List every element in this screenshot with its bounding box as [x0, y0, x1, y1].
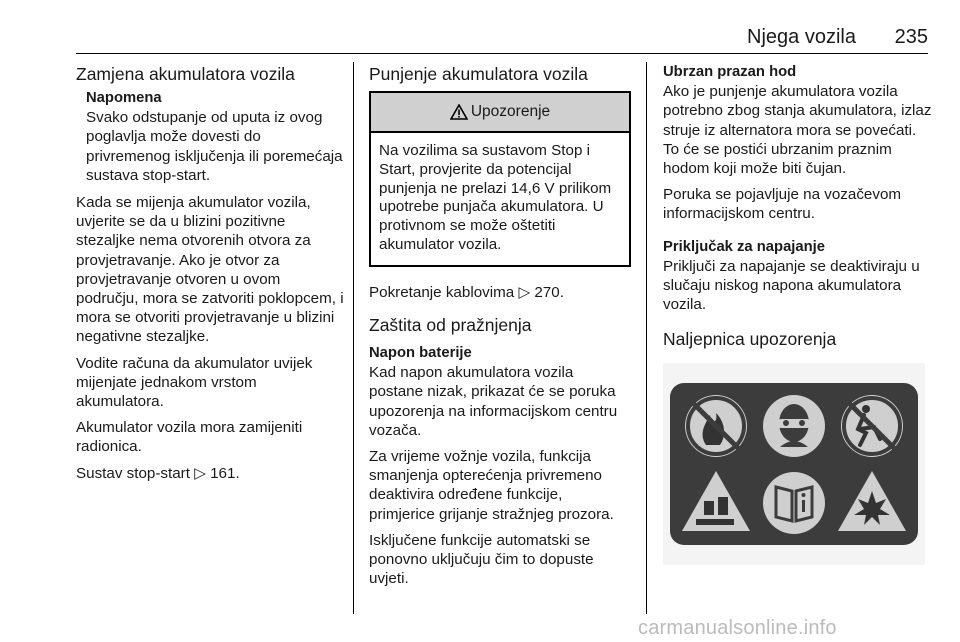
- warning-box: [369, 91, 631, 267]
- warning-label-heading: Naljepnica upozorenja: [663, 329, 837, 350]
- column-2: [369, 63, 631, 595]
- note-text: Svako odstupanje od uputa iz ovog poglavlja može dovesti do privremenog isključenja ili poremećaja sustava stop-start.: [86, 109, 343, 184]
- warning-label-figure: [663, 363, 925, 565]
- page-ref-link[interactable]: 270.: [534, 283, 564, 301]
- page-number: 235: [894, 26, 928, 48]
- warning-header: [371, 93, 629, 133]
- no-fire-icon: [685, 395, 747, 457]
- page-ref-arrow-icon: ▷: [194, 464, 206, 482]
- paragraph: Ako je punjenje akumulatora vozila potrebno zbog stanja akumulatora, izlaz struje iz alternatora mora se povećati. To će se postići ubrzanim praznim hodom koji može biti čujan.: [663, 83, 932, 178]
- paragraph: Vodite računa da akumulator uvijek mijenjate jednakom vrstom akumulatora.: [76, 354, 313, 411]
- paragraph: Poruka se pojavljuje na vozačevom informacijskom centru.: [663, 186, 902, 223]
- battery-charging-heading: Punjenje akumulatora vozila: [369, 64, 588, 84]
- column-1: [76, 63, 344, 490]
- warning-title: Upozorenje: [470, 103, 551, 121]
- battery-voltage-subheading: Napon baterije: [369, 344, 472, 361]
- paragraph: Za vrijeme vožnje vozila, funkcija smanjenja opterećenja privremeno deaktivira određene funkcije, primjerice grijanje stražnjeg prozora.: [369, 448, 614, 523]
- footer-watermark: carmanualsonline.info: [638, 617, 837, 639]
- page-header: [76, 26, 928, 56]
- paragraph: Kad napon akumulatora vozila postane nizak, prikazat će se poruka upozorenja na informacijskom centru vozača.: [369, 364, 618, 439]
- jump-start-reference: Pokretanje kablovima ▷ 270.: [369, 283, 564, 301]
- eye-protection-icon: [763, 395, 825, 457]
- read-manual-icon: [763, 472, 825, 534]
- note-block: [76, 89, 344, 185]
- keep-children-away-icon: [841, 395, 903, 457]
- section-title: Njega vozila: [747, 26, 856, 48]
- note-title: Napomena: [86, 90, 162, 106]
- paragraph: Priključi za napajanje se deaktiviraju u slučaju niskog napona akumulatora vozila.: [663, 257, 920, 314]
- fast-idle-subheading: Ubrzan prazan hod: [663, 64, 797, 80]
- page-ref-link[interactable]: 161.: [210, 464, 240, 482]
- paragraph: Akumulator vozila mora zamijeniti radionica.: [76, 419, 303, 456]
- column-divider-2: [646, 62, 647, 614]
- warning-text: Na vozilima sa sustavom Stop i Start, provjerite da potencijal punjenja ne prelazi 14,6 V prilikom upotrebe punjača akumulatora. U protivnom se može oštetiti akumulator vozila.: [379, 142, 612, 253]
- battery-replacement-heading: Zamjena akumulatora vozila: [76, 64, 295, 84]
- paragraph: Kada se mijenja akumulator vozila, uvjerite se da u blizini pozitivne stezaljke nema otvorenih otvora za provjetravanje. Ako je otvor za provjetravanje otvoren u ovom području, mora se zatvoriti poklopcem, i mora se otvoriti provjetravanje u blizini negativne stezaljke.: [76, 194, 344, 346]
- column-3: [663, 63, 933, 565]
- discharge-protection-heading: Zaštita od pražnjenja: [369, 314, 532, 335]
- warning-triangle-icon: [450, 104, 468, 120]
- power-outlet-subheading: Priključak za napajanje: [663, 238, 826, 255]
- page-ref-arrow-icon: ▷: [518, 283, 531, 301]
- column-divider-1: [353, 62, 354, 614]
- paragraph: Isključene funkcije automatski se ponovno uključuju čim to dopuste uvjeti.: [369, 531, 594, 588]
- stop-start-reference: Sustav stop-start ▷ 161.: [76, 464, 240, 482]
- warning-label-illustration: [670, 383, 918, 545]
- header-rule: [76, 53, 928, 54]
